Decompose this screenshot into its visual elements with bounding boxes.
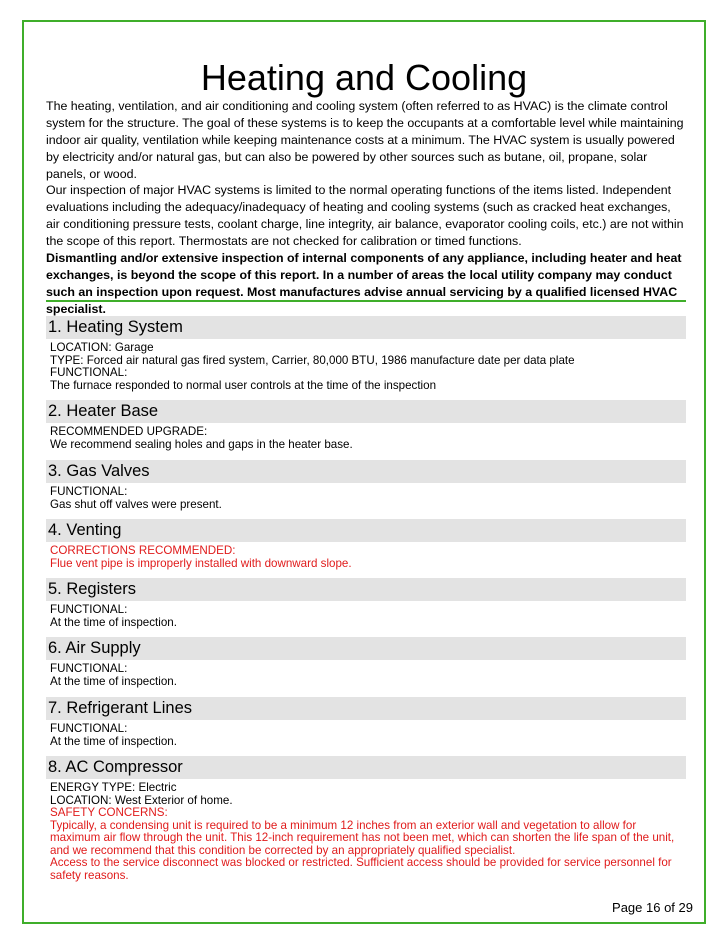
section-title: 4. Venting (46, 519, 686, 542)
section-text: FUNCTIONAL: (50, 366, 128, 379)
section-body (46, 483, 686, 511)
section (46, 316, 686, 392)
section-body (46, 779, 686, 882)
alert-text: SAFETY CONCERNS: (50, 806, 168, 819)
section-title: 6. Air Supply (46, 637, 686, 660)
section-text: We recommend sealing holes and gaps in the heater base. (50, 437, 353, 451)
section (46, 637, 686, 688)
section-text: The furnace responded to normal user controls at the time of the inspection (50, 378, 437, 392)
disclaimer-paragraph: Dismantling and/or extensive inspection of internal components of any appliance, including heater and heat exchanges, is beyond the scope of this report. In a number of areas the local utility company may conduct such an inspection upon request. Most manufactures advise annual servicing by a qualified licensed HVAC specialist. (46, 251, 682, 317)
section-title: 2. Heater Base (46, 400, 686, 423)
section (46, 578, 686, 629)
section-text: FUNCTIONAL: (50, 722, 128, 735)
alert-text: Typically, a condensing unit is required to be a minimum 12 inches from an exterior wall and vegetation to allow for maximum air flow through the unit. This 12-inch requirement has not been met, which can shorten the life span of the unit, and we recommend that this condition be corrected by an appropriately qualified specialist. (50, 818, 675, 857)
section (46, 756, 686, 882)
alert-text: Access to the service disconnect was blocked or restricted. Sufficient access should be provided for service personnel for safety reasons. (50, 856, 672, 882)
section-text: RECOMMENDED UPGRADE: (50, 425, 208, 438)
page-number: Page 16 of 29 (612, 900, 693, 915)
section-text: FUNCTIONAL: (50, 662, 128, 675)
section-text: FUNCTIONAL: (50, 603, 128, 616)
intro-paragraph: The heating, ventilation, and air conditioning and cooling system (often referred to as HVAC) is the climate control system for the structure. The goal of these systems is to keep the occupants at a comfortable level while maintaining indoor air quality, ventilation while keeping maintenance costs at a minimum. The HVAC system is usually powered by electricity and/or natural gas, but can also be powered by other sources such as butane, oil, propane, solar panels, or wood. (46, 99, 684, 182)
section-body (46, 660, 686, 688)
section-title: 3. Gas Valves (46, 460, 686, 483)
section-text: FUNCTIONAL: (50, 485, 128, 498)
section-text: LOCATION: West Exterior of home. (50, 793, 233, 807)
section-title: 7. Refrigerant Lines (46, 697, 686, 720)
section (46, 400, 686, 451)
section-text: Gas shut off valves were present. (50, 497, 222, 511)
section-text: At the time of inspection. (50, 674, 177, 688)
scope-paragraph: Our inspection of major HVAC systems is limited to the normal operating functions of the items listed. Independent evaluations including the adequacy/inadequacy of heating and cooling systems (such as cracked heat exchanges, air conditioning pressure tests, coolant charge, line integrity, air balance, evaporator cooling coils, etc.) are not within the scope of this report. Thermostats are not checked for calibration or timed functions. (46, 183, 684, 249)
section-divider (46, 300, 686, 302)
section-text: LOCATION: Garage (50, 341, 154, 354)
section-text: At the time of inspection. (50, 734, 177, 748)
alert-text: Flue vent pipe is improperly installed with downward slope. (50, 556, 352, 570)
section-text: At the time of inspection. (50, 615, 177, 629)
section-body (46, 339, 686, 392)
section (46, 519, 686, 570)
section (46, 460, 686, 511)
section (46, 697, 686, 748)
section-title: 1. Heating System (46, 316, 686, 339)
section-body (46, 542, 686, 570)
section-body (46, 423, 686, 451)
section-title: 5. Registers (46, 578, 686, 601)
section-text: ENERGY TYPE: Electric (50, 781, 177, 794)
page-title: Heating and Cooling (200, 57, 528, 98)
alert-text: CORRECTIONS RECOMMENDED: (50, 544, 236, 557)
section-text: TYPE: Forced air natural gas fired system, Carrier, 80,000 BTU, 1986 manufacture date per data plate (50, 353, 575, 367)
section-body (46, 720, 686, 748)
section-title: 8. AC Compressor (46, 756, 686, 779)
section-body (46, 601, 686, 629)
